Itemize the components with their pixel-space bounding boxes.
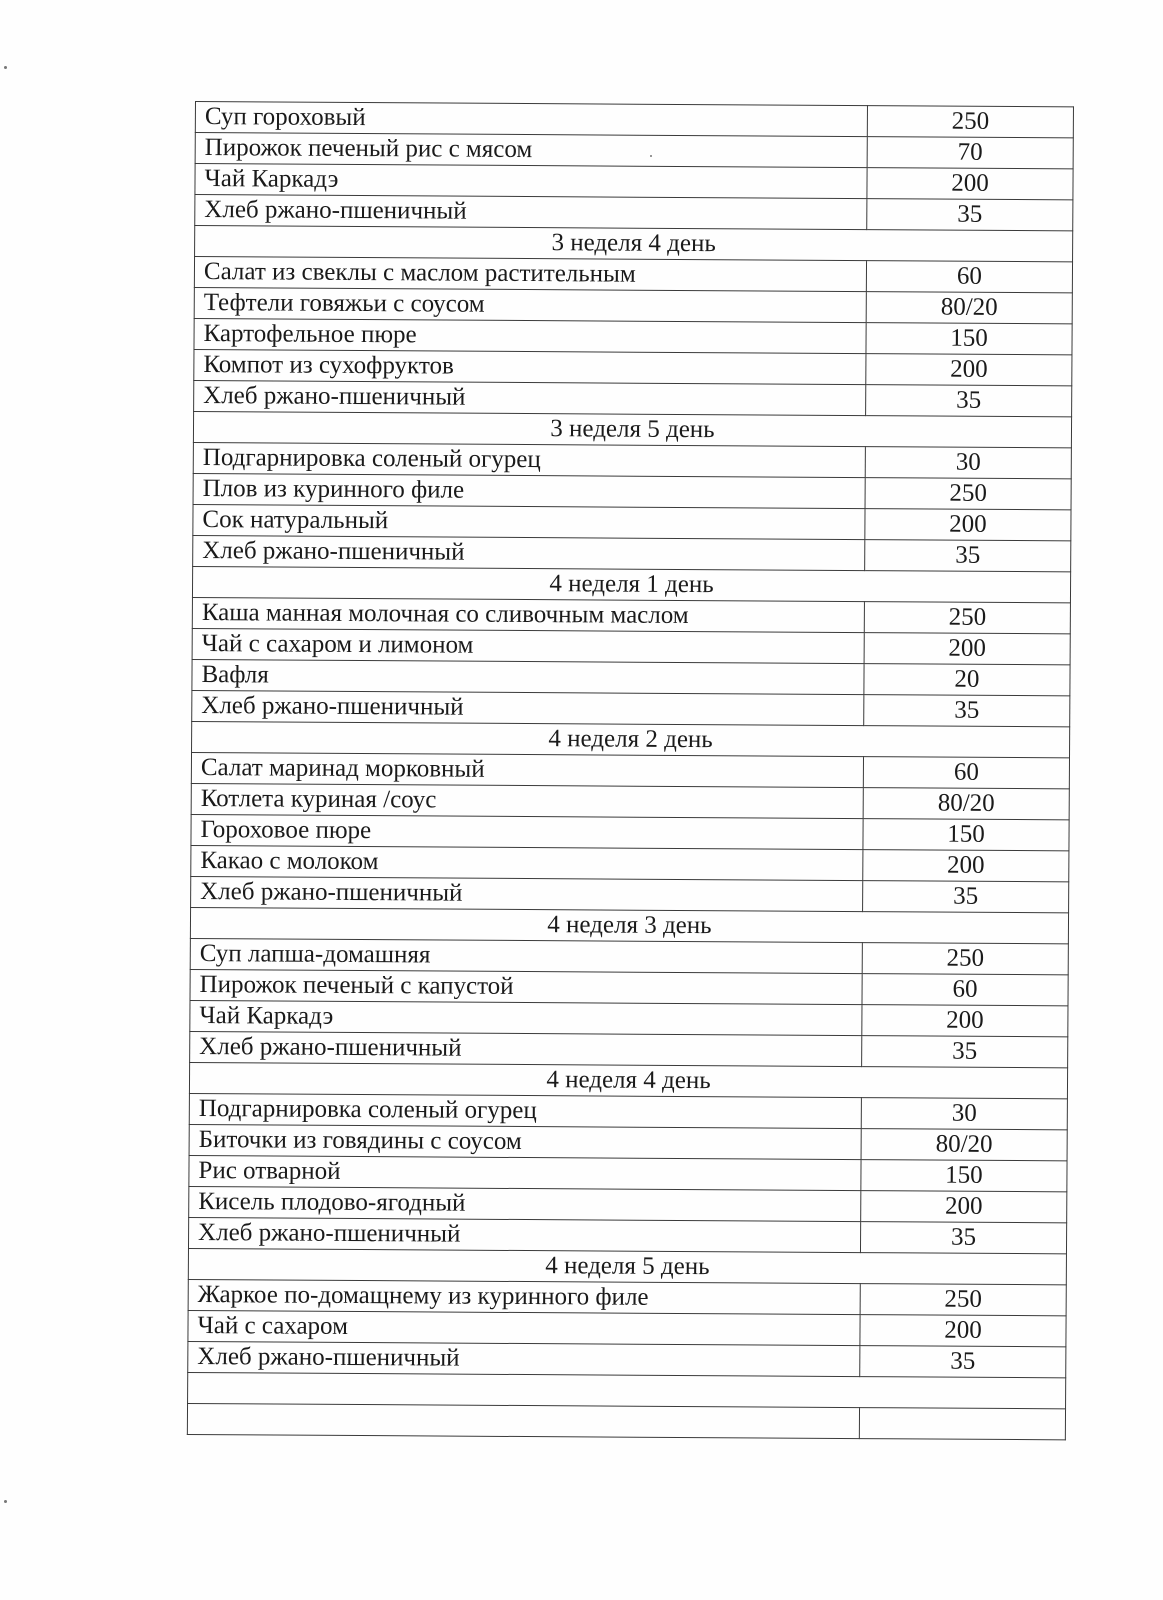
- dish-name-cell: Хлеб ржано-пшеничный: [192, 690, 864, 725]
- day-header-cell: 4 неделя 2 день: [192, 721, 1070, 757]
- portion-weight-cell: 20: [864, 664, 1070, 696]
- menu-item-row: [192, 628, 1070, 664]
- dish-name-cell: Картофельное пюре: [194, 318, 866, 353]
- portion-weight-cell: 200: [863, 850, 1069, 882]
- portion-weight-cell: 60: [862, 974, 1068, 1006]
- menu-item-row: [191, 783, 1069, 819]
- menu-item-row: [191, 845, 1069, 881]
- dish-name-cell: Котлета куриная /соус: [191, 783, 863, 818]
- dish-name-cell: Суп гороховый: [195, 102, 867, 137]
- scan-dot-mark: [650, 155, 652, 157]
- portion-weight-cell: 250: [867, 106, 1073, 138]
- dish-name-cell: Подгарнировка соленый огурец: [193, 442, 865, 477]
- portion-weight-cell: 200: [862, 1005, 1068, 1037]
- portion-weight-cell: 200: [867, 168, 1073, 200]
- dish-name-cell: Чай с сахаром и лимоном: [192, 628, 864, 663]
- dish-name-cell: Чай Каркадэ: [190, 1000, 862, 1035]
- portion-weight-cell: 30: [865, 447, 1071, 479]
- dish-name-cell: Компот из сухофруктов: [194, 349, 866, 384]
- menu-item-row: [188, 1341, 1066, 1377]
- dish-name-cell: Хлеб ржано-пшеничный: [194, 380, 866, 415]
- menu-item-row: [195, 195, 1073, 231]
- day-header-cell: 4 неделя 5 день: [188, 1248, 1066, 1284]
- menu-item-row: [193, 535, 1071, 571]
- menu-item-row: [192, 597, 1070, 633]
- day-header-cell: 4 неделя 4 день: [189, 1062, 1067, 1098]
- dish-name-cell: Биточки из говядины с соусом: [189, 1124, 861, 1159]
- dish-name-cell: Какао с молоком: [191, 845, 863, 880]
- menu-table-body: [187, 102, 1073, 1440]
- dish-name-cell: Подгарнировка соленый огурец: [189, 1093, 861, 1128]
- menu-item-row: [191, 752, 1069, 788]
- dish-name-cell: Кисель плодово-ягодный: [189, 1186, 861, 1221]
- menu-item-row: [189, 1155, 1067, 1191]
- menu-item-row: [194, 318, 1072, 354]
- menu-item-row: [188, 1310, 1066, 1346]
- menu-table: [187, 101, 1074, 1440]
- menu-item-row: [192, 690, 1070, 726]
- portion-weight-cell: 250: [862, 943, 1068, 975]
- portion-weight-cell: 35: [865, 540, 1071, 572]
- menu-item-row: [193, 442, 1071, 478]
- portion-weight-cell: 250: [860, 1284, 1066, 1316]
- menu-item-row: [189, 1124, 1067, 1160]
- portion-weight-cell: 80/20: [861, 1129, 1067, 1161]
- empty-cell: [859, 1408, 1065, 1440]
- menu-item-row: [195, 164, 1073, 200]
- menu-item-row: [188, 1279, 1066, 1315]
- menu-item-row: [194, 257, 1072, 293]
- menu-item-row: [190, 1031, 1068, 1067]
- portion-weight-cell: 200: [865, 509, 1071, 541]
- dish-name-cell: Пирожок печеный рис с мясом: [195, 133, 867, 168]
- dish-name-cell: Сок натуральный: [193, 504, 865, 539]
- portion-weight-cell: 250: [864, 602, 1070, 634]
- portion-weight-cell: 150: [866, 323, 1072, 355]
- menu-item-row: [190, 969, 1068, 1005]
- day-header-cell: 3 неделя 4 день: [195, 226, 1073, 262]
- portion-weight-cell: 200: [861, 1191, 1067, 1223]
- dish-name-cell: Вафля: [192, 659, 864, 694]
- portion-weight-cell: 200: [864, 633, 1070, 665]
- dish-name-cell: Чай Каркадэ: [195, 164, 867, 199]
- dish-name-cell: Хлеб ржано-пшеничный: [190, 1031, 862, 1066]
- day-header-cell: 4 неделя 3 день: [190, 907, 1068, 943]
- menu-item-row: [191, 876, 1069, 912]
- portion-weight-cell: 60: [866, 261, 1072, 293]
- portion-weight-cell: 80/20: [863, 788, 1069, 820]
- dish-name-cell: Гороховое пюре: [191, 814, 863, 849]
- menu-item-row: [193, 504, 1071, 540]
- menu-item-row: [190, 938, 1068, 974]
- menu-item-row: [194, 380, 1072, 416]
- portion-weight-cell: 80/20: [866, 292, 1072, 324]
- dish-name-cell: Хлеб ржано-пшеничный: [188, 1341, 860, 1376]
- scan-dot-mark: [4, 1500, 7, 1503]
- menu-item-row: [191, 814, 1069, 850]
- scan-dot-mark: [4, 66, 7, 69]
- menu-item-row: [194, 349, 1072, 385]
- portion-weight-cell: 35: [860, 1222, 1066, 1254]
- portion-weight-cell: 250: [865, 478, 1071, 510]
- portion-weight-cell: 35: [862, 1036, 1068, 1068]
- dish-name-cell: Суп лапша-домашняя: [190, 938, 862, 973]
- dish-name-cell: Рис отварной: [189, 1155, 861, 1190]
- portion-weight-cell: 30: [861, 1098, 1067, 1130]
- portion-weight-cell: 35: [864, 695, 1070, 727]
- menu-item-row: [195, 102, 1073, 138]
- dish-name-cell: Хлеб ржано-пшеничный: [191, 876, 863, 911]
- day-header-cell: 3 неделя 5 день: [193, 411, 1071, 447]
- dish-name-cell: Хлеб ржано-пшеничный: [193, 535, 865, 570]
- day-header-cell: 4 неделя 1 день: [192, 566, 1070, 602]
- portion-weight-cell: 200: [860, 1315, 1066, 1347]
- menu-item-row: [188, 1217, 1066, 1253]
- dish-name-cell: Чай с сахаром: [188, 1310, 860, 1345]
- empty-row: [187, 1403, 1065, 1439]
- portion-weight-cell: 70: [867, 137, 1073, 169]
- dish-name-cell: Хлеб ржано-пшеничный: [195, 195, 867, 230]
- menu-item-row: [193, 473, 1071, 509]
- dish-name-cell: Плов из куринного филе: [193, 473, 865, 508]
- portion-weight-cell: 35: [866, 385, 1072, 417]
- dish-name-cell: Жаркое по-домащнему из куринного филе: [188, 1279, 860, 1314]
- portion-weight-cell: 60: [863, 757, 1069, 789]
- menu-item-row: [195, 133, 1073, 169]
- portion-weight-cell: 150: [861, 1160, 1067, 1192]
- portion-weight-cell: 35: [860, 1346, 1066, 1378]
- portion-weight-cell: 200: [866, 354, 1072, 386]
- menu-item-row: [189, 1093, 1067, 1129]
- portion-weight-cell: 35: [867, 199, 1073, 231]
- dish-name-cell: Пирожок печеный с капустой: [190, 969, 862, 1004]
- dish-name-cell: Хлеб ржано-пшеничный: [188, 1217, 860, 1252]
- empty-cell: [187, 1403, 859, 1438]
- portion-weight-cell: 150: [863, 819, 1069, 851]
- dish-name-cell: Салат маринад морковный: [191, 752, 863, 787]
- dish-name-cell: Салат из свеклы с маслом растительным: [194, 257, 866, 292]
- portion-weight-cell: 35: [863, 881, 1069, 913]
- menu-item-row: [189, 1186, 1067, 1222]
- dish-name-cell: Тефтели говяжьи с соусом: [194, 287, 866, 322]
- menu-item-row: [190, 1000, 1068, 1036]
- menu-item-row: [194, 287, 1072, 323]
- dish-name-cell: Каша манная молочная со сливочным маслом: [192, 597, 864, 632]
